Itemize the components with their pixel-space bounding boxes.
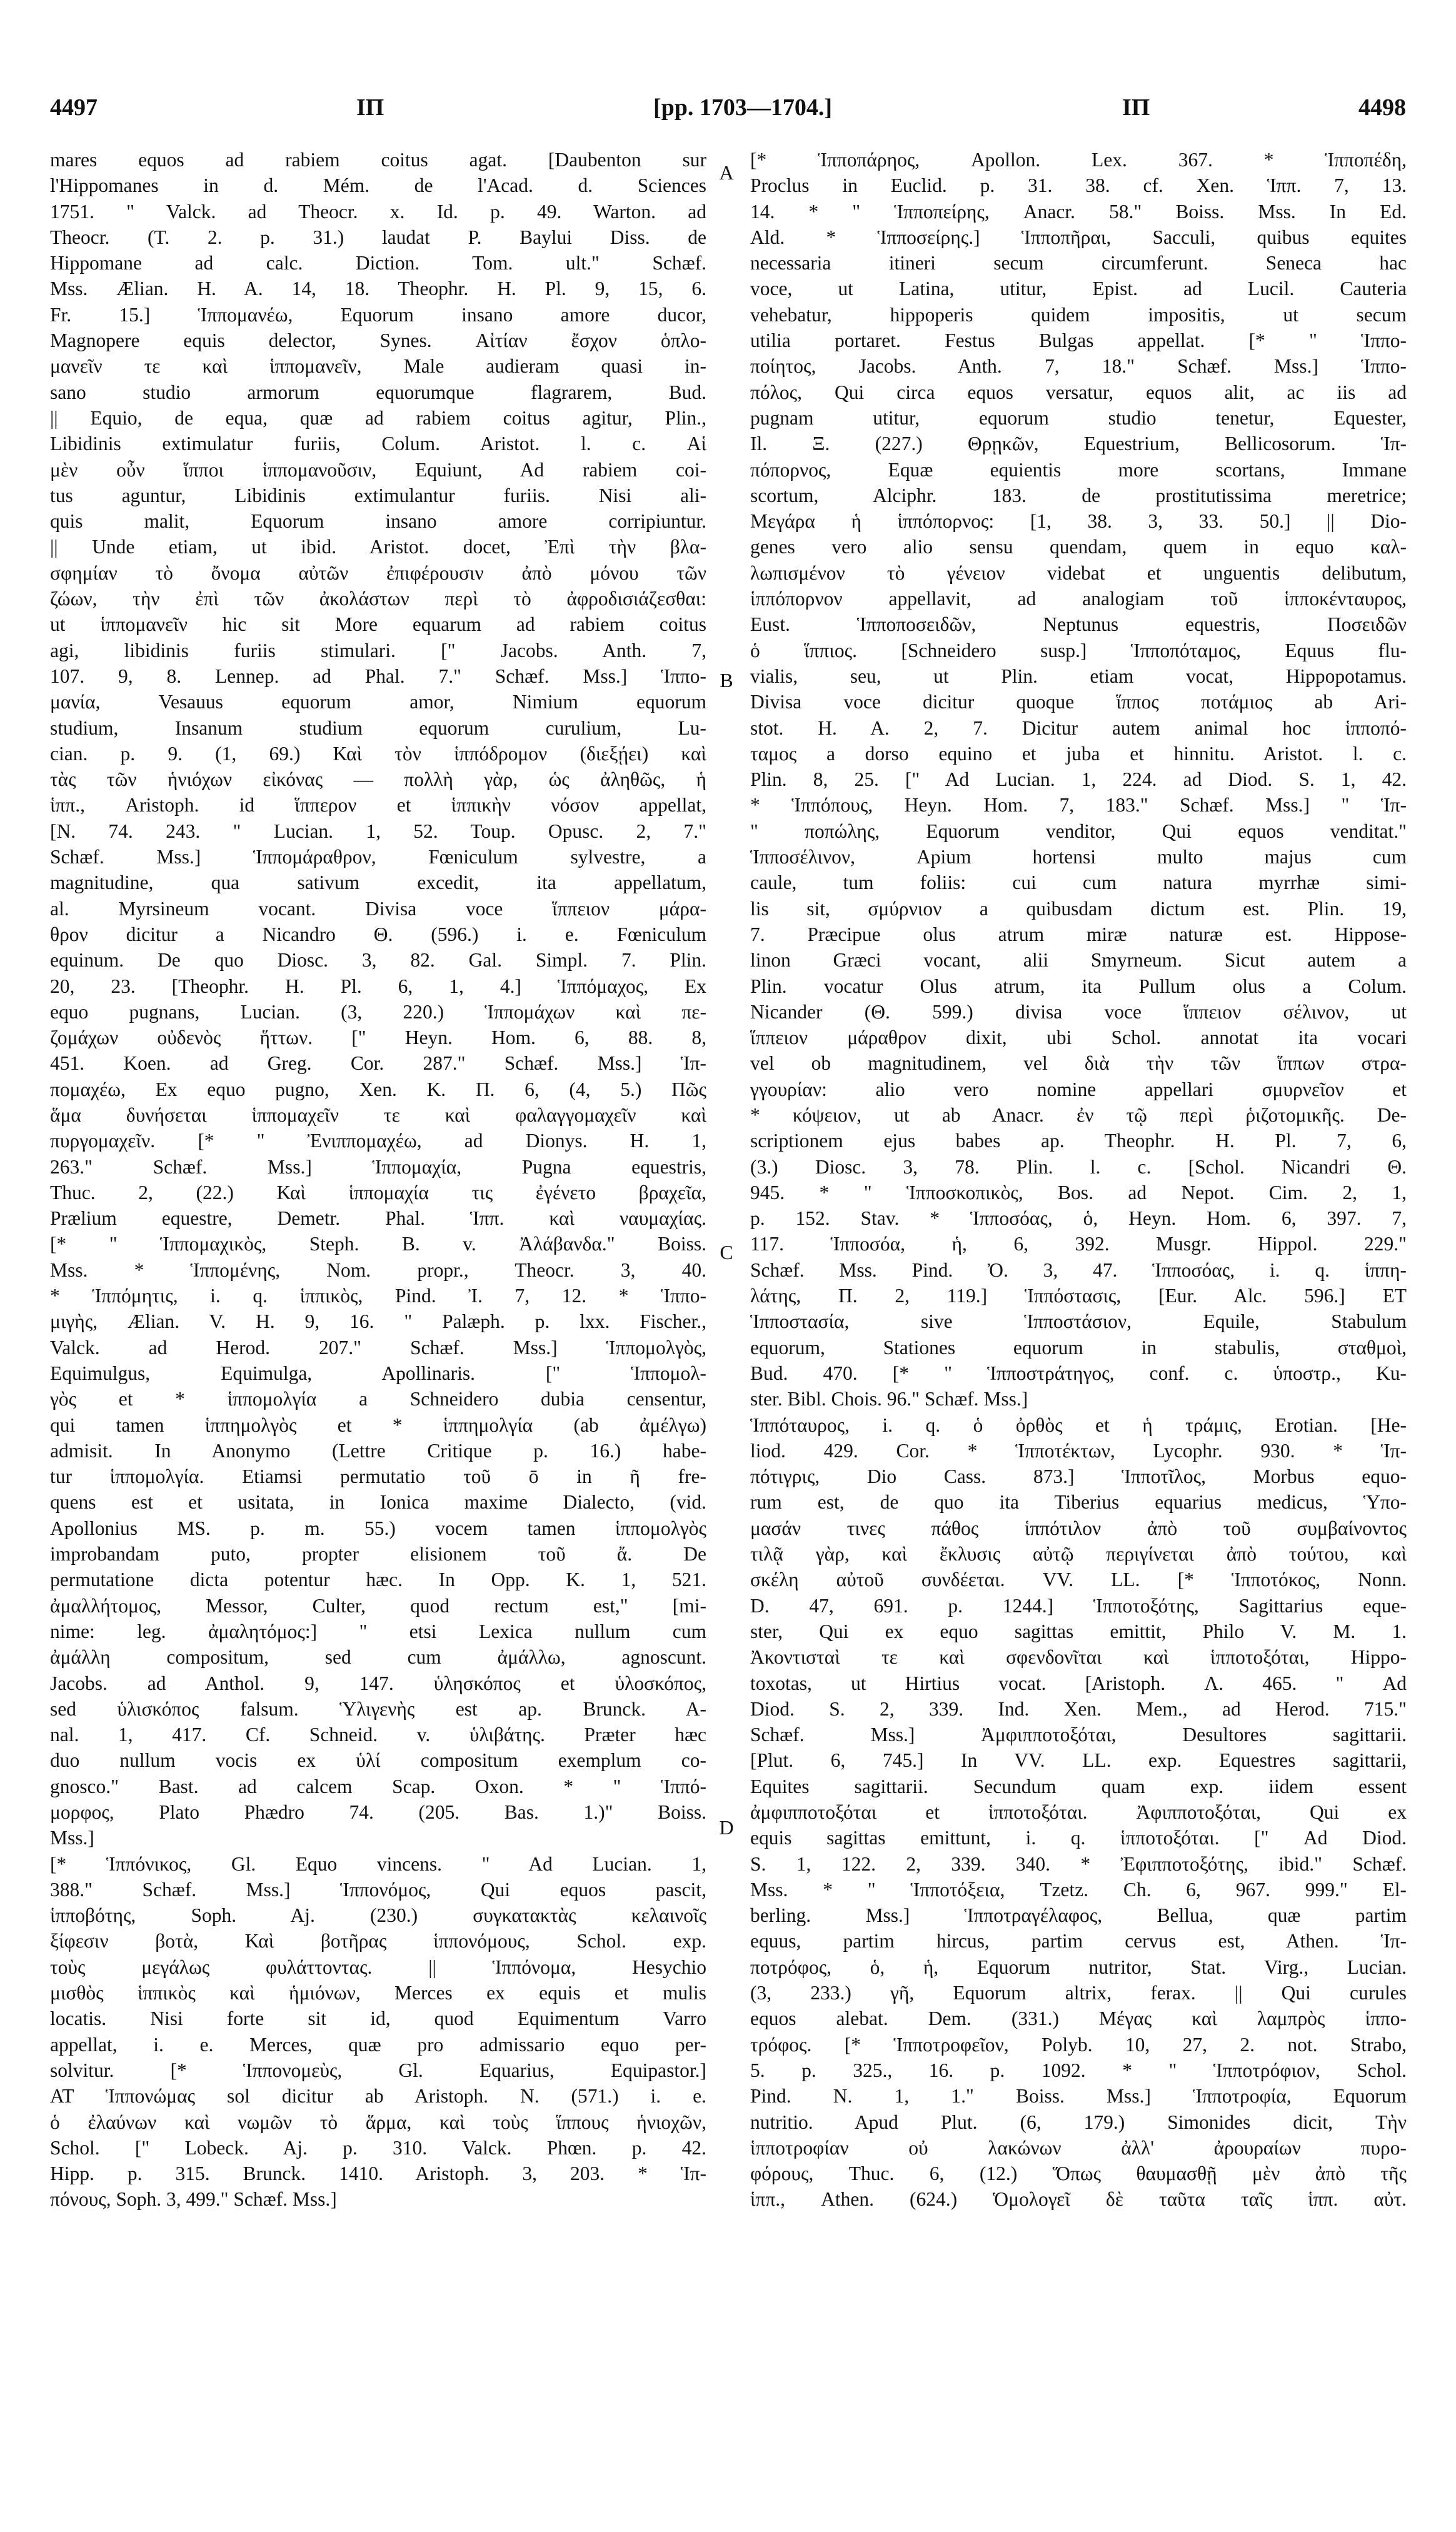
text-line: Plin. vocatur Olus atrum, ita Pullum olus a Colum. xyxy=(750,975,1407,997)
text-line: σφημίαν τὸ ὄνομα αὐτῶν ἐπιφέρουσιν ἀπὸ μόνου τῶν xyxy=(50,561,706,584)
text-line: ἱπποβότης, Soph. Aj. (230.) συγκατακτὰς κελαινοῖς xyxy=(50,1904,706,1927)
text-line: Hippomane ad calc. Diction. Tom. ult." Schæf. xyxy=(50,252,706,274)
text-line: ζομάχων οὐδενὸς ἥττων. [" Heyn. Hom. 6, 88. 8, xyxy=(50,1027,706,1049)
text-line: ὁ ἐλαύνων καὶ νωμῶν τὸ ἅρμα, καὶ τοὺς ἵππους ἡνιοχῶν, xyxy=(50,2111,706,2133)
text-line: λωπισμένον τὸ γένειον videbat et unguentis delibutum, xyxy=(750,561,1407,584)
text-line: gnosco." Bast. ad calcem Scap. Oxon. * " Ἱππό- xyxy=(50,1775,706,1797)
text-line: [Plut. 6, 745.] In VV. LL. exp. Equestres sagittarii, xyxy=(750,1749,1407,1772)
text-line: nal. 1, 417. Cf. Schneid. v. ὑλιβάτης. Præter hæc xyxy=(50,1724,706,1746)
text-line: l'Hippomanes in d. Mém. de l'Acad. d. Sciences xyxy=(50,174,706,197)
text-line: quens est et usitata, in Ionica maxime Dialecto, (vid. xyxy=(50,1491,706,1514)
text-line: Plin. 8, 25. [" Ad Lucian. 1, 224. ad Diod. S. 1, 42. xyxy=(750,768,1407,791)
text-line: caule, tum foliis: cui cum natura myrrhæ simi- xyxy=(750,872,1407,894)
text-line: 107. 9, 8. Lennep. ad Phal. 7." Schæf. Mss.] Ἱππο- xyxy=(50,665,706,687)
text-line: ζώων, τὴν ἐπὶ τῶν ἀκολάστων περὶ τὸ ἀφροδισιάζεσθαι: xyxy=(50,588,706,610)
section-marker-a: A xyxy=(719,161,734,184)
text-line: utilia portaret. Festus Bulgas appellat. [* " Ἱππο- xyxy=(750,329,1407,352)
text-line: scortum, Alciphr. 183. de prostitutissima meretrice; xyxy=(750,484,1407,506)
text-line: θρον dicitur a Nicandro Θ. (596.) i. e. Fœniculum xyxy=(50,923,706,945)
running-header xyxy=(50,94,1406,138)
text-line: ξίφεσιν βοτὰ, Καὶ βοτῆρας ἱππονόμους, Schol. exp. xyxy=(50,1930,706,1952)
text-line: Pind. N. 1, 1." Boiss. Mss.] Ἱπποτροφία, Equorum xyxy=(750,2085,1407,2107)
text-line: Equimulgus, Equimulga, Apollinaris. [" Ἱππομολ- xyxy=(50,1362,706,1384)
text-line: Mss.] xyxy=(50,1827,94,1849)
text-line: tus aguntur, Libidinis extimulantur furiis. Nisi ali- xyxy=(50,484,706,506)
text-line: μιγὴς, Ælian. V. H. 9, 16. " Palæph. p. lxx. Fischer., xyxy=(50,1310,706,1333)
text-line: τὰς τῶν ἡνιόχων εἰκόνας — πολλὴ γὰρ, ὡς ἀληθῶς, ἡ xyxy=(50,768,706,791)
section-marker-b: B xyxy=(720,669,733,691)
text-line: tur ἱππομολγία. Etiamsi permutatio τοῦ ō in ῆ fre- xyxy=(50,1465,706,1488)
text-line: 388." Schæf. Mss.] Ἱππονόμος, Qui equos pascit, xyxy=(50,1878,706,1901)
text-line: ἱππόπορνον appellavit, ad analogiam τοῦ ἱπποκένταυρος, xyxy=(750,588,1407,610)
text-line: Il. Ξ. (227.) Θρῃκῶν, Equestrium, Bellicosorum. Ἱπ- xyxy=(750,433,1407,455)
text-line: 451. Koen. ad Greg. Cor. 287." Schæf. Mss.] Ἱπ- xyxy=(50,1052,706,1075)
text-line: equos alebat. Dem. (331.) Μέγας καὶ λαμπρὸς ἱππο- xyxy=(750,2007,1407,2030)
left-page-number: 4497 xyxy=(50,94,98,121)
text-line: * Ἱππόμητις, i. q. ἱππικὸς, Pind. Ἰ. 7, 12. * Ἱππο- xyxy=(50,1285,706,1307)
text-line: Schæf. Mss.] Ἀμφιπποτοξόται, Desultores sagittarii. xyxy=(750,1724,1407,1746)
left-headword: ΙΠ xyxy=(356,94,384,121)
text-line: μισθὸς ἱππικὸς καὶ ἡμιόνων, Merces ex equis et mulis xyxy=(50,1982,706,2004)
section-marker-c: C xyxy=(720,1241,733,1263)
text-line: cian. p. 9. (1, 69.) Καὶ τὸν ἱππόδρομον (διεξῄει) καὶ xyxy=(50,742,706,765)
text-line: Nicander (Θ. 599.) divisa voce ἵππειον σέλινον, ut xyxy=(750,1000,1407,1023)
text-line: γγουρίαν: alio vero nomine appellari σμυρνεῖον et xyxy=(750,1078,1407,1100)
text-line: Mss. * Ἱππομένης, Nom. propr., Theocr. 3, 40. xyxy=(50,1258,706,1281)
section-marker-d: D xyxy=(719,1816,734,1839)
text-line: Eust. Ἱπποποσειδῶν, Neptunus equestris, Ποσειδῶν xyxy=(750,613,1407,636)
text-line: pugnam utitur, equorum studio tenetur, Equester, xyxy=(750,406,1407,429)
text-line: 7. Præcipue olus atrum miræ naturæ est. Hippose- xyxy=(750,923,1407,945)
text-line: Hipp. p. 315. Brunck. 1410. Aristoph. 3, 203. * Ἱπ- xyxy=(50,2163,706,2185)
text-line: τρόφος. [* Ἱπποτροφεῖον, Polyb. 10, 27, 2. not. Strabo, xyxy=(750,2033,1407,2056)
text-line: Mss. Ælian. H. A. 14, 18. Theophr. H. Pl. 9, 15, 6. xyxy=(50,278,706,300)
text-line: Proclus in Euclid. p. 31. 38. cf. Xen. Ἱππ. 7, 13. xyxy=(750,174,1407,197)
text-line: linon Græci vocant, alii Smyrneum. Sicut autem a xyxy=(750,949,1407,972)
text-line: sano studio armorum equorumque flagrarem, Bud. xyxy=(50,381,706,403)
text-line: μασάν τινες πάθος ἱππότιλον ἀπὸ τοῦ συμβαίνοντος xyxy=(750,1517,1407,1539)
text-line: μανία, Vesauus equorum amor, Nimium equorum xyxy=(50,691,706,713)
text-line: Ἀκοντισταὶ τε καὶ σφενδονῖται καὶ ἱπποτοξόται, Hippo- xyxy=(750,1646,1407,1669)
text-line: 263." Schæf. Mss.] Ἱππομαχία, Pugna equestris, xyxy=(50,1155,706,1178)
text-line: " ποπώλης, Equorum venditor, Qui equos venditat." xyxy=(750,820,1407,842)
text-line: μορφος, Plato Phædro 74. (205. Bas. 1.)" Boiss. xyxy=(50,1801,706,1823)
text-line: mares equos ad rabiem coitus agat. [Daubenton sur xyxy=(50,149,706,171)
text-line: Diod. S. 2, 339. Ind. Xen. Mem., ad Herod. 715." xyxy=(750,1697,1407,1720)
text-line: Apollonius MS. p. m. 55.) vocem tamen ἱππομολγὸς xyxy=(50,1517,706,1539)
text-line: toxotas, ut Hirtius vocat. [Aristoph. Λ. 465. " Ad xyxy=(750,1672,1407,1694)
text-line: equorum, Stationes equorum in stabulis, σταθμοὶ, xyxy=(750,1336,1407,1359)
text-line: sed ὑλισκόπος falsum. Ὑλιγενὴς est ap. Brunck. A- xyxy=(50,1697,706,1720)
text-line: Equites sagittarii. Secundum quam exp. iidem essent xyxy=(750,1775,1407,1797)
text-line: ποτρόφος, ὁ, ἡ, Equorum nutritor, Stat. Virg., Lucian. xyxy=(750,1956,1407,1978)
text-line: equo pugnans, Lucian. (3, 220.) Ἱππομάχων καὶ πε- xyxy=(50,1000,706,1023)
right-page-number: 4498 xyxy=(1358,94,1406,121)
text-line: vialis, seu, ut Plin. etiam vocat, Hippopotamus. xyxy=(750,665,1407,687)
text-line: p. 152. Stav. * Ἱπποσόας, ὁ, Heyn. Hom. 6, 397. 7, xyxy=(750,1207,1407,1230)
text-line: equis sagittas emittunt, i. q. ἱπποτοξόται. [" Ad Diod. xyxy=(750,1827,1407,1849)
text-line: ut ἱππομανεῖν hic sit More equarum ad rabiem coitus xyxy=(50,613,706,636)
text-line: λάτης, Π. 2, 119.] Ἱππόστασις, [Eur. Alc. 596.] ET xyxy=(750,1285,1407,1307)
text-line: Ἱπποσέλινον, Apium hortensi multo majus cum xyxy=(750,846,1407,868)
text-line: || Unde etiam, ut ibid. Aristot. docet, Ἐπὶ τὴν βλα- xyxy=(50,536,706,558)
text-line: equus, partim hircus, partim cervus est, Athen. Ἱπ- xyxy=(750,1930,1407,1952)
text-line: solvitur. [* Ἱππονομεὺς, Gl. Equarius, Equipastor.] xyxy=(50,2059,706,2081)
text-line: 945. * " Ἱπποσκοπικὸς, Bos. ad Nepot. Cim. 2, 1, xyxy=(750,1181,1407,1203)
text-line: berling. Mss.] Ἱπποτραγέλαφος, Bellua, quæ partim xyxy=(750,1904,1407,1927)
text-line: Schæf. Mss. Pind. Ὀ. 3, 47. Ἱπποσόας, i. q. ἱππη- xyxy=(750,1258,1407,1281)
text-line: equinum. De quo Diosc. 3, 82. Gal. Simpl. 7. Plin. xyxy=(50,949,706,972)
text-line: admisit. In Anonymo (Lettre Critique p. 16.) habe- xyxy=(50,1439,706,1462)
text-line: studium, Insanum studium equorum curulium, Lu- xyxy=(50,716,706,739)
text-line: [* Ἱπποπάρηος, Apollon. Lex. 367. * Ἱπποπέδη, xyxy=(750,149,1407,171)
text-line: ἵππειον μάραθρον dixit, ubi Schol. annotat ita vocari xyxy=(750,1027,1407,1049)
text-line: appellat, i. e. Merces, quæ pro admissario equo per- xyxy=(50,2033,706,2056)
text-line: ἀμάλλη compositum, sed cum ἀμάλλω, agnoscunt. xyxy=(50,1646,706,1669)
text-line: 117. Ἱπποσόα, ἡ, 6, 392. Musgr. Hippol. 229." xyxy=(750,1233,1407,1255)
text-line: ΑΤ Ἱππονώμας sol dicitur ab Aristoph. N. (571.) i. e. xyxy=(50,2085,706,2107)
left-column xyxy=(50,147,706,2504)
text-line: [* Ἱππόνικος, Gl. Equo vincens. " Ad Lucian. 1, xyxy=(50,1852,706,1875)
text-line: τιλᾷ γὰρ, καὶ ἔκλυσις αὐτῷ περιγίνεται ἀπὸ τούτου, καὶ xyxy=(750,1543,1407,1565)
text-line: (3, 233.) γῆ, Equorum altrix, ferax. || Qui curules xyxy=(750,1982,1407,2004)
text-line: μανεῖν τε καὶ ἱππομανεῖν, Male audieram quasi in- xyxy=(50,355,706,378)
text-line: Jacobs. ad Anthol. 9, 147. ὑλησκόπος et ὑλοσκόπος, xyxy=(50,1672,706,1694)
text-line: Ald. * Ἱπποσείρης.] Ἱπποπῆραι, Sacculi, quibus equites xyxy=(750,226,1407,248)
text-line: 14. * " Ἱπποπείρης, Anacr. 58." Boiss. Mss. In Ed. xyxy=(750,200,1407,223)
text-line: ταμος a dorso equino et juba et hinnitu. Aristot. l. c. xyxy=(750,742,1407,765)
text-line: σκέλη αὐτοῦ συνδέεται. VV. LL. [* Ἱπποτόκος, Nonn. xyxy=(750,1569,1407,1591)
text-line: quis malit, Equorum insano amore corripiuntur. xyxy=(50,510,706,533)
text-line: qui tamen ἱππημολγὸς et * ἱππημολγία (ab ἀμέλγω) xyxy=(50,1414,706,1436)
text-line: φόρους, Thuc. 6, (12.) Ὅπως θαυμασθῇ μὲν ἀπὸ τῆς xyxy=(750,2163,1407,2185)
right-headword: ΙΠ xyxy=(1122,94,1150,121)
right-column xyxy=(750,147,1407,2504)
text-line: πόνους, Soph. 3, 499." Schæf. Mss.] xyxy=(50,2188,337,2211)
text-line: duo nullum vocis ex ὑλί compositum exemplum co- xyxy=(50,1749,706,1772)
text-line: [* " Ἱππομαχικὸς, Steph. B. v. Ἀλάβανδα." Boiss. xyxy=(50,1233,706,1255)
text-line: Μεγάρα ἡ ἱππόπορνος: [1, 38. 3, 33. 50.] || Dio- xyxy=(750,510,1407,533)
text-line: || Equio, de equa, quæ ad rabiem coitus agitur, Plin., xyxy=(50,406,706,429)
text-line: scriptionem ejus babes ap. Theophr. H. Pl. 7, 6, xyxy=(750,1130,1407,1152)
text-line: genes vero alio sensu quendam, quem in equo καλ- xyxy=(750,536,1407,558)
text-line: ster, Qui ex equo sagittas emittit, Philo V. M. 1. xyxy=(750,1620,1407,1642)
text-line: liod. 429. Cor. * Ἱπποτέκτων, Lycophr. 930. * Ἱπ- xyxy=(750,1439,1407,1462)
text-line: ἅμα δυνήσεται ἱππομαχεῖν τε καὶ φαλαγγομαχεῖν καὶ xyxy=(50,1103,706,1126)
text-line: necessaria itineri secum circumferunt. Seneca hac xyxy=(750,252,1407,274)
text-line: locatis. Nisi forte sit id, quod Equimentum Varro xyxy=(50,2007,706,2030)
text-line: Schæf. Mss.] Ἱππομάραθρον, Fœniculum sylvestre, a xyxy=(50,846,706,868)
text-line: Fr. 15.] Ἱππομανέω, Equorum insano amore ducor, xyxy=(50,303,706,326)
text-line: ἱπποτροφίαν οὐ λακώνων ἀλλ' ἀρουραίων πυρο- xyxy=(750,2136,1407,2159)
text-line: Theocr. (T. 2. p. 31.) laudat P. Baylui Diss. de xyxy=(50,226,706,248)
text-line: magnitudine, qua sativum excedit, ita appellatum, xyxy=(50,872,706,894)
text-line: improbandam puto, propter elisionem τοῦ ἄ. De xyxy=(50,1543,706,1565)
text-line: Thuc. 2, (22.) Καὶ ἱππομαχία τις ἐγένετο βραχεῖα, xyxy=(50,1181,706,1203)
text-line: ἀμαλλήτομος, Messor, Culter, quod rectum est," [mi- xyxy=(50,1594,706,1617)
text-line: 20, 23. [Theophr. H. Pl. 6, 1, 4.] Ἱππόμαχος, Ex xyxy=(50,975,706,997)
text-line: vel ob magnitudinem, vel διὰ τὴν τῶν ἵππων στρα- xyxy=(750,1052,1407,1075)
text-line: rum est, de quo ita Tiberius equarius medicus, Ὑπο- xyxy=(750,1491,1407,1514)
text-line: * κόψειον, ut ab Anacr. ἐν τῷ περὶ ῥιζοτομικῆς. De- xyxy=(750,1103,1407,1126)
text-line: γὸς et * ἱππομολγία a Schneidero dubia censentur, xyxy=(50,1388,706,1410)
text-line: ἀμφιπποτοξόται et ἱπποτοξόται. Ἀφιπποτοξόται, Qui ex xyxy=(750,1801,1407,1823)
text-line: voce, ut Latina, utitur, Epist. ad Lucil. Cauteria xyxy=(750,278,1407,300)
text-line: ἱππ., Athen. (624.) Ὁμολογεῖ δὲ ταῦτα ταῖς ἱππ. αὐτ. xyxy=(750,2188,1407,2211)
text-line: πυργομαχεῖν. [* " Ἐνιππομαχέω, ad Dionys. H. 1, xyxy=(50,1130,706,1152)
text-line: 5. p. 325., 16. p. 1092. * " Ἱπποτρόφιον, Schol. xyxy=(750,2059,1407,2081)
page-range: [pp. 1703—1704.] xyxy=(653,94,833,121)
text-line: τοὺς μεγάλως φυλάττοντας. || Ἱππόνομα, Hesychio xyxy=(50,1956,706,1978)
text-line: ster. Bibl. Chois. 96." Schæf. Mss.] xyxy=(750,1388,1028,1410)
text-line: nutritio. Apud Plut. (6, 179.) Simonides dicit, Τὴν xyxy=(750,2111,1407,2133)
text-line: [N. 74. 243. " Lucian. 1, 52. Toup. Opusc. 2, 7." xyxy=(50,820,706,842)
text-line: μὲν οὖν ἵπποι ἱππομανοῦσιν, Equiunt, Ad rabiem coi- xyxy=(50,458,706,481)
text-line: (3.) Diosc. 3, 78. Plin. l. c. [Schol. Nicandri Θ. xyxy=(750,1155,1407,1178)
text-line: permutatione dicta potentur hæc. In Opp. K. 1, 521. xyxy=(50,1569,706,1591)
text-line: πόπορνος, Equæ equientis more scortans, Immane xyxy=(750,458,1407,481)
text-line: * Ἱππόπους, Heyn. Hom. 7, 183." Schæf. Mss.] " Ἱπ- xyxy=(750,794,1407,816)
text-line: S. 1, 122. 2, 339. 340. * Ἐφιπποτοξότης, ibid." Schæf. xyxy=(750,1852,1407,1875)
text-line: nime: leg. ἀμαλητόμος:] " etsi Lexica nullum cum xyxy=(50,1620,706,1642)
text-line: Libidinis extimulatur furiis, Colum. Aristot. l. c. Αἱ xyxy=(50,433,706,455)
text-line: πομαχέω, Ex equo pugno, Xen. K. Π. 6, (4, 5.) Πῶς xyxy=(50,1078,706,1100)
text-line: lis sit, σμύρνιον a quibusdam dictum est. Plin. 19, xyxy=(750,897,1407,920)
text-line: al. Myrsineum vocant. Divisa voce ἵππειον μάρα- xyxy=(50,897,706,920)
text-line: Ἱππόταυρος, i. q. ὁ ὀρθὸς et ἡ τράμις, Erotian. [He- xyxy=(750,1414,1407,1436)
text-line: Ἱπποστασία, sive Ἱπποστάσιον, Equile, Stabulum xyxy=(750,1310,1407,1333)
text-line: πόλος, Qui circa equos versatur, equos alit, ac iis ad xyxy=(750,381,1407,403)
text-line: Mss. * " Ἱπποτόξεια, Tzetz. Ch. 6, 967. 999." El- xyxy=(750,1878,1407,1901)
text-line: D. 47, 691. p. 1244.] Ἱπποτοξότης, Sagittarius eque- xyxy=(750,1594,1407,1617)
text-line: Bud. 470. [* " Ἱπποστράτηγος, conf. c. ὑποστρ., Ku- xyxy=(750,1362,1407,1384)
text-line: Schol. [" Lobeck. Aj. p. 310. Valck. Phœn. p. 42. xyxy=(50,2136,706,2159)
text-line: stot. H. A. 2, 7. Dicitur autem animal hoc ἱπποπό- xyxy=(750,716,1407,739)
text-line: ὁ ἵππιος. [Schneidero susp.] Ἱπποπόταμος, Equus flu- xyxy=(750,639,1407,661)
text-line: vehebatur, hippoperis quidem impositis, ut secum xyxy=(750,303,1407,326)
text-line: agi, libidinis furiis stimulari. [" Jacobs. Anth. 7, xyxy=(50,639,706,661)
text-line: πότιγρις, Dio Cass. 873.] Ἱπποτῖλος, Morbus equo- xyxy=(750,1465,1407,1488)
text-line: ποίητος, Jacobs. Anth. 7, 18." Schæf. Mss.] Ἱππο- xyxy=(750,355,1407,378)
text-line: Divisa voce dicitur quoque ἵππος ποτάμιος ab Ari- xyxy=(750,691,1407,713)
text-line: Magnopere equis delector, Synes. Αἰτίαν ἔσχον ὁπλο- xyxy=(50,329,706,352)
text-line: Prælium equestre, Demetr. Phal. Ἱππ. καὶ ναυμαχίας. xyxy=(50,1207,706,1230)
text-line: 1751. " Valck. ad Theocr. x. Id. p. 49. Warton. ad xyxy=(50,200,706,223)
text-line: ἱππ., Aristoph. id ἵππερον et ἱππικὴν νόσον appellat, xyxy=(50,794,706,816)
text-line: Valck. ad Herod. 207." Schæf. Mss.] Ἱππομολγὸς, xyxy=(50,1336,706,1359)
